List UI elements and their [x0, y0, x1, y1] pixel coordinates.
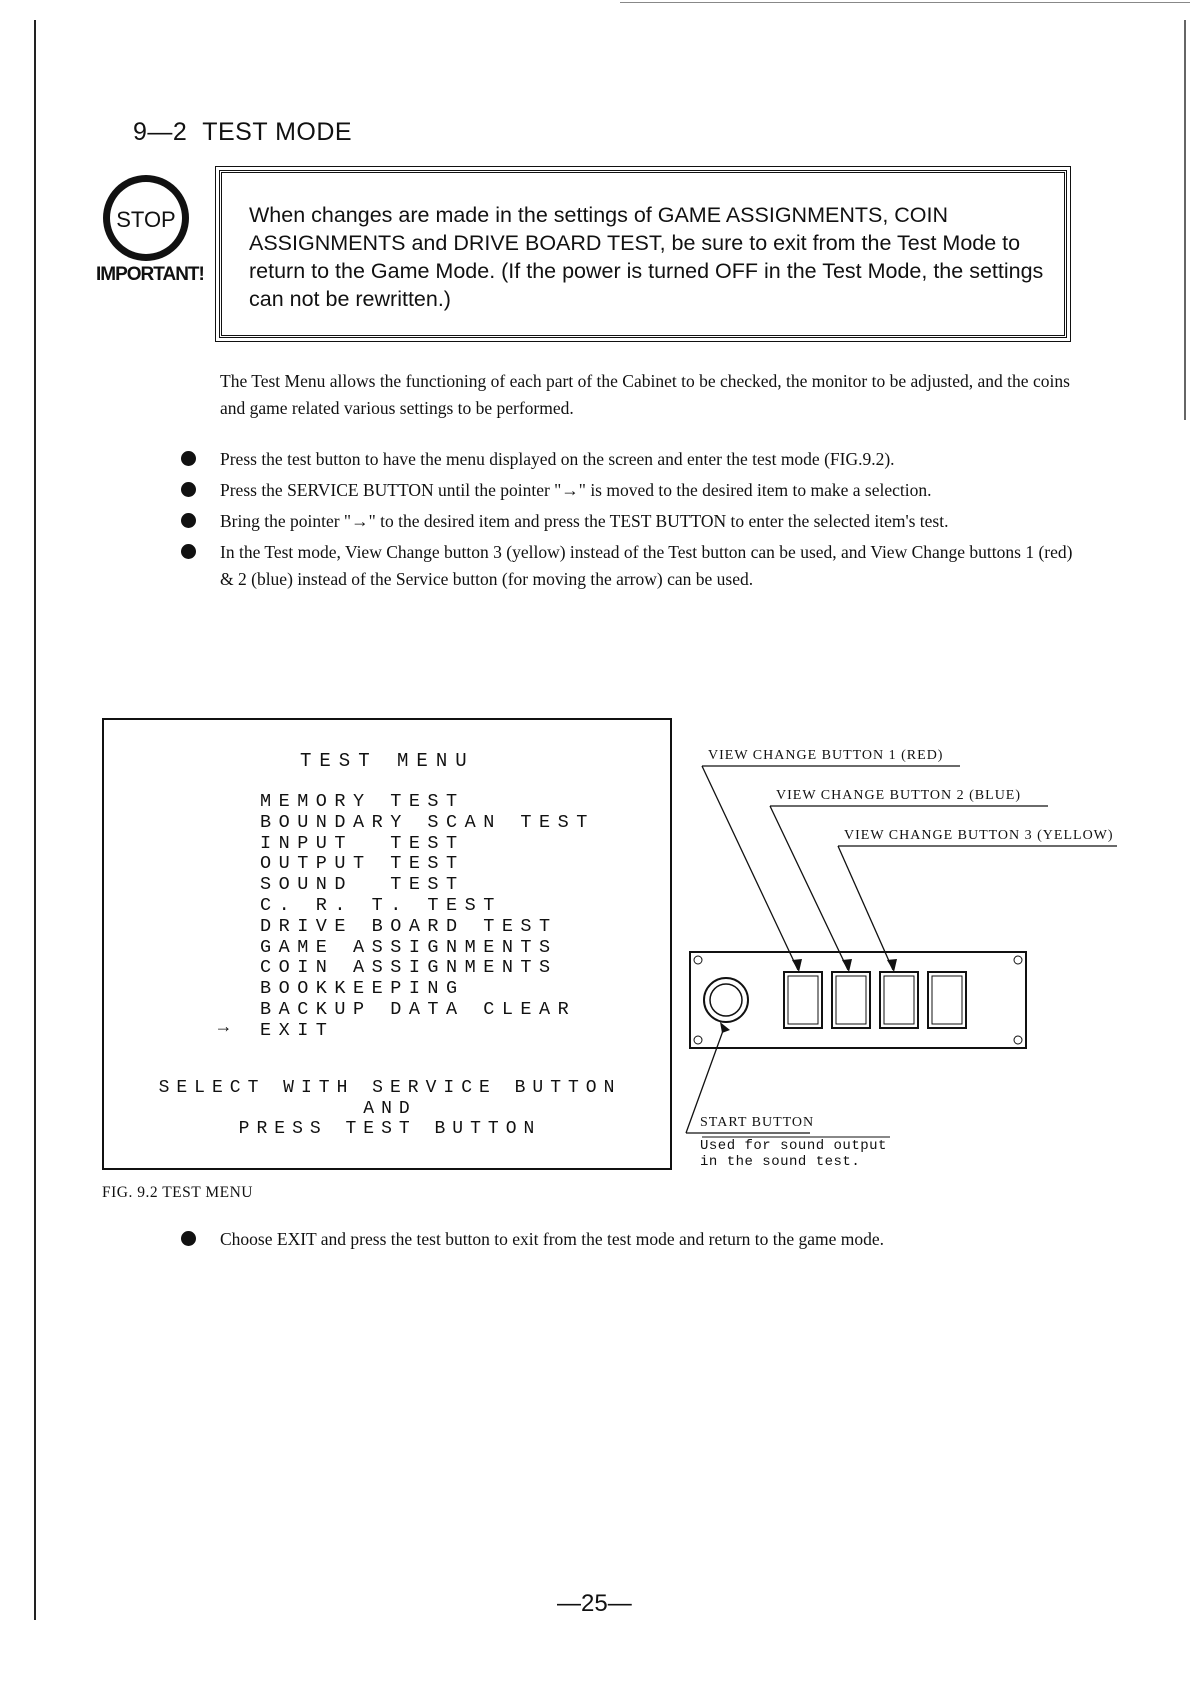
label-view-change-3: VIEW CHANGE BUTTON 3 (YELLOW): [844, 828, 1114, 843]
view-change-button-4-icon: [928, 972, 966, 1028]
label-view-change-2: VIEW CHANGE BUTTON 2 (BLUE): [776, 788, 1022, 803]
view-change-button-1-icon: [784, 972, 822, 1028]
menu-item-game-assignments: GAME ASSIGNMENTS: [260, 936, 558, 958]
menu-item-boundary-scan-test: BOUNDARY SCAN TEST: [260, 811, 595, 833]
instruction-item: Press the test button to have the menu displayed on the screen and enter the test mode (FIG.9.2).: [180, 446, 1075, 473]
bullet-icon: [181, 482, 196, 497]
vc2-leader: [770, 806, 848, 970]
important-label: IMPORTANT!: [96, 264, 204, 285]
section-number: 9—2: [133, 118, 188, 146]
menu-item-output-test: OUTPUT TEST: [260, 853, 465, 875]
screw-icon: [694, 1036, 702, 1044]
menu-item-memory-test: MEMORY TEST: [260, 791, 465, 812]
panel-plate: [690, 952, 1026, 1048]
control-panel-diagram: [680, 740, 1120, 1180]
instruction-item: In the Test mode, View Change button 3 (yellow) instead of the Test button can be used, and View Change buttons 1 (red) & 2 (blue) instead of the Service button (for moving the arrow) can be used.: [180, 539, 1075, 593]
menu-pointer-arrow: →: [218, 1018, 229, 1038]
bullet-icon: [181, 513, 196, 528]
bullet-icon: [181, 1231, 196, 1246]
screw-icon: [694, 956, 702, 964]
view-change-button-2-icon: [832, 972, 870, 1028]
test-menu-title: TEST MENU: [300, 750, 475, 772]
page-edge-top: [620, 2, 1190, 3]
menu-item-drive-board-test: DRIVE BOARD TEST: [260, 915, 558, 937]
section-heading: TEST MODE: [202, 118, 353, 146]
stop-label: STOP: [116, 207, 176, 232]
instruction-item: Bring the pointer "→" to the desired item and press the TEST BUTTON to enter the selected item's test.: [180, 508, 1075, 535]
page-edge-right: [1184, 20, 1186, 420]
intro-paragraph: The Test Menu allows the functioning of each part of the Cabinet to be checked, the monitor to be adjusted, and the coins and game related various settings to be performed.: [220, 371, 1070, 418]
footer-line-3: PRESS TEST BUTTON: [238, 1119, 542, 1139]
menu-item-bookkeeping: BOOKKEEPING: [260, 978, 465, 1000]
menu-item-crt-test: C. R. T. TEST: [260, 894, 502, 916]
screw-icon: [1014, 956, 1022, 964]
label-start-button: START BUTTON: [700, 1115, 815, 1130]
test-menu-list: [260, 792, 595, 1042]
footer-line-2: AND: [363, 1098, 417, 1119]
bullet-icon: [181, 544, 196, 559]
page-number: —25—: [557, 1590, 632, 1617]
important-notice-text: When changes are made in the settings of GAME ASSIGNMENTS, COIN ASSIGNMENTS and DRIVE BOARD TEST, be sure to exit from the Test Mode to return to the Game Mode. (If the power is turned OFF in the Test Mode, the settings can not be rewritten.): [249, 203, 1044, 311]
page-edge-left: [34, 20, 36, 1620]
bullet-icon: [181, 451, 196, 466]
important-notice-box: [219, 170, 1067, 338]
instruction-item: Choose EXIT and press the test button to exit from the test mode and return to the game mode.: [180, 1226, 1080, 1253]
exit-instruction: [180, 1226, 1080, 1257]
instruction-item: Press the SERVICE BUTTON until the pointer "→" is moved to the desired item to make a selection.: [180, 477, 1075, 504]
view-change-button-3-icon: [880, 972, 918, 1028]
start-button-note: Used for sound output in the sound test.: [700, 1138, 887, 1170]
menu-item-backup-data-clear: BACKUP DATA CLEAR: [260, 998, 577, 1020]
figure-caption: FIG. 9.2 TEST MENU: [102, 1184, 253, 1201]
instruction-list: [180, 446, 1075, 597]
footer-line-1: SELECT WITH SERVICE BUTTON: [158, 1078, 622, 1098]
test-menu-footer: [130, 1078, 650, 1140]
section-title: [133, 118, 352, 147]
screw-icon: [1014, 1036, 1022, 1044]
menu-item-coin-assignments: COIN ASSIGNMENTS: [260, 957, 558, 979]
menu-item-exit: EXIT: [260, 1019, 335, 1041]
menu-item-input-test: INPUT TEST: [260, 832, 465, 854]
stop-icon: [100, 172, 192, 264]
label-view-change-1: VIEW CHANGE BUTTON 1 (RED): [708, 748, 944, 763]
menu-item-sound-test: SOUND TEST: [260, 874, 465, 896]
